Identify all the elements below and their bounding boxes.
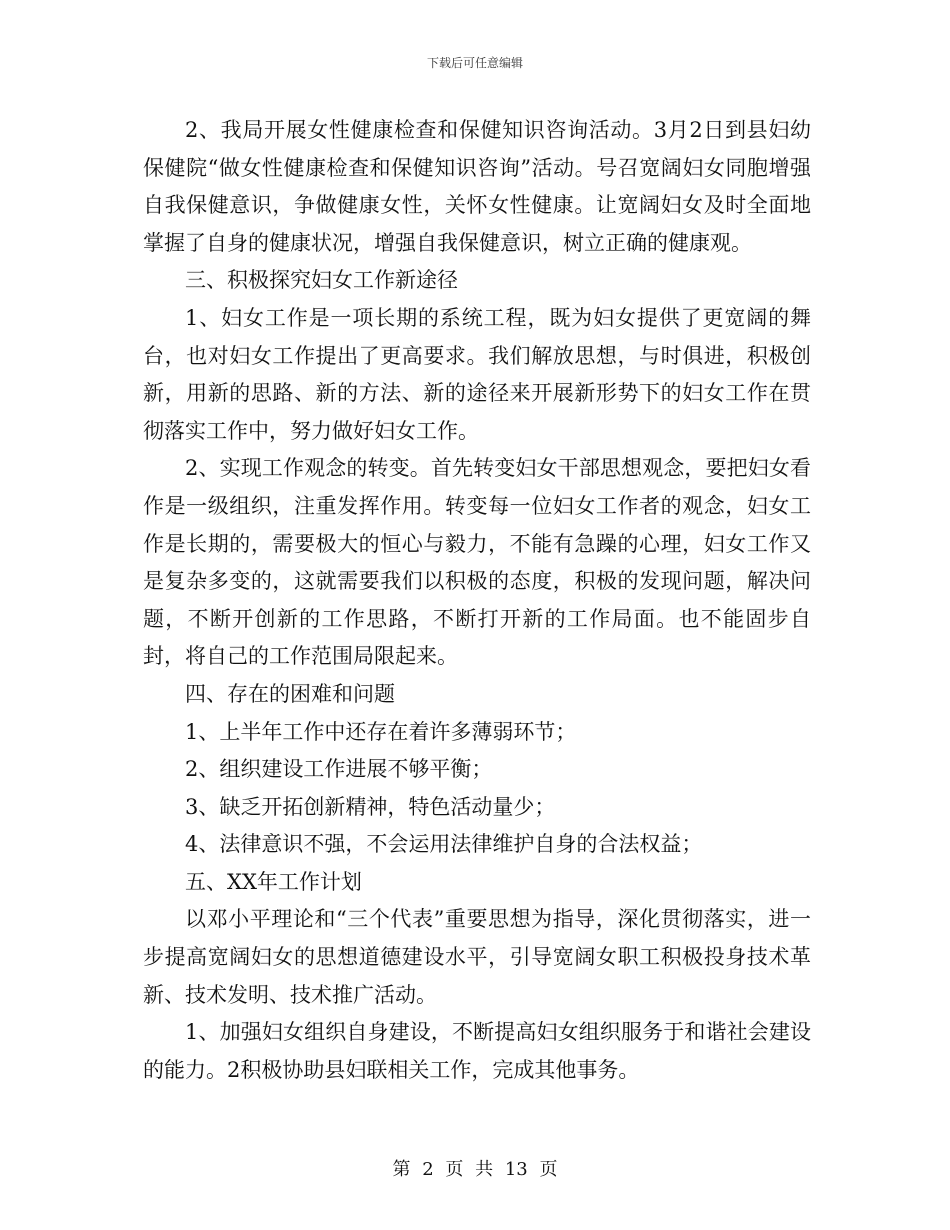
paragraph: 2、我局开展女性健康检查和保健知识咨询活动。3月2日到县妇幼保健院“做女性健康检查和保健知识咨询”活动。号召宽阔妇女同胞增强自我保健意识，争做健康女性，关怀女性健康。让宽阔妇女及时全面地掌握了自身的健康状况，增强自我保健意识，树立正确的健康观。 [143,118,811,255]
list-item: 3、缺乏开拓创新精神，特色活动量少； [185,794,556,819]
list-item: 4、法律意识不强，不会运用法律维护自身的合法权益； [185,832,703,857]
page-footer: 第 2 页 共 13 页 [392,1159,558,1180]
section-heading: 四、存在的困难和问题 [185,681,395,706]
paragraph: 1、加强妇女组织自身建设，不断提高妇女组织服务于和谐社会建设的能力。2积极协助县妇联相关工作，完成其他事务。 [143,1020,811,1082]
page-header: 下载后可任意编辑 [426,56,523,70]
section-heading: 三、积极探究妇女工作新途径 [185,268,458,293]
section-heading: 五、XX年工作计划 [185,869,362,894]
list-item: 1、上半年工作中还存在着许多薄弱环节； [185,719,577,744]
paragraph: 以邓小平理论和“三个代表”重要思想为指导，深化贯彻落实，进一步提高宽阔妇女的思想道德建设水平，引导宽阔女职工积极投身技术革新、技术发明、技术推广活动。 [143,907,811,1007]
list-item: 2、组织建设工作进展不够平衡； [185,757,493,782]
paragraph: 1、妇女工作是一项长期的系统工程，既为妇女提供了更宽阔的舞台，也对妇女工作提出了更高要求。我们解放思想，与时俱进，积极创新，用新的思路、新的方法、新的途径来开展新形势下的妇女工作在贯彻落实工作中，努力做好妇女工作。 [143,305,811,443]
paragraph: 2、实现工作观念的转变。首先转变妇女干部思想观念，要把妇女看作是一级组织，注重发挥作用。转变每一位妇女工作者的观念，妇女工作是长期的，需要极大的恒心与毅力，不能有急躁的心理，妇女工作又是复杂多变的，这就需要我们以积极的态度，积极的发现问题，解决问题，不断开创新的工作思路，不断打开新的工作局面。也不能固步自封，将自己的工作范围局限起来。 [143,456,811,669]
document-body [143,112,811,1089]
